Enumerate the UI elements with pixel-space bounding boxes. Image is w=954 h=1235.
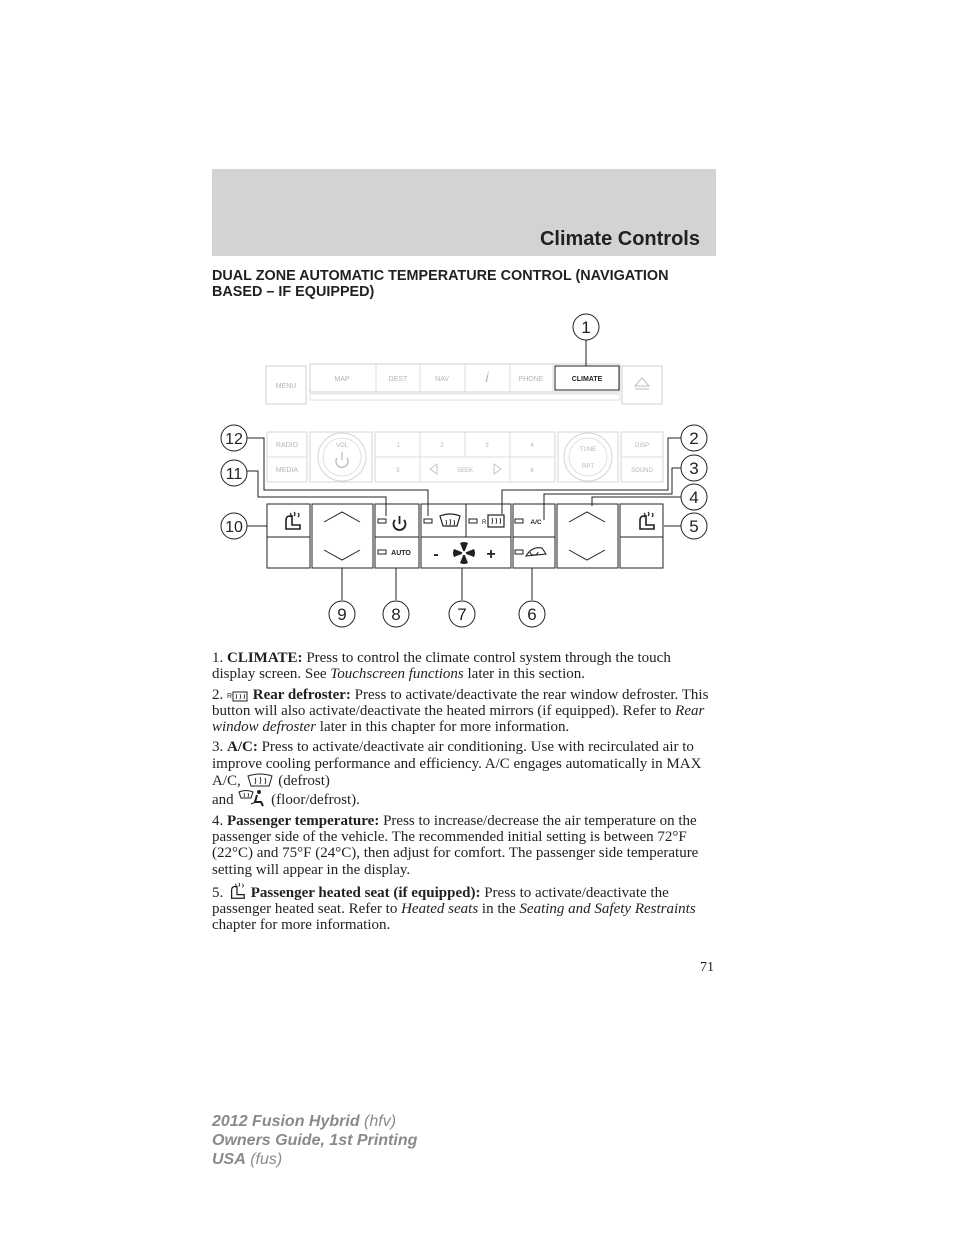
defrost-icon [245,772,275,788]
callout-9: 9 [337,605,347,624]
radio-button[interactable]: RADIO [275,442,299,449]
seek-button[interactable]: SEEK [456,468,474,474]
sound-button[interactable]: SOUND [631,468,653,474]
floor-defrost-icon [237,789,267,807]
callout-1: 1 [581,318,591,337]
list-item: 5. Passenger heated seat (if equipped): Press to activate/deactivate the passenger heated seat. Refer to Heated seats in the Seating and Safety Restraints chapter for more information. [212,882,712,934]
callout-10: 10 [225,519,243,536]
preset-6[interactable]: 6 [530,468,534,474]
climate-button[interactable]: CLIMATE [571,376,603,383]
heated-seat-icon [227,882,247,900]
disp-button[interactable]: DISP [634,443,650,449]
dest-button[interactable]: DEST [388,376,408,383]
menu-button[interactable]: MENU [275,383,297,390]
footer: 2012 Fusion Hybrid (hfv) Owners Guide, 1st Printing USA (fus) [212,1113,418,1168]
callout-11: 11 [225,466,243,483]
rear-defrost-r-label: R [482,520,487,526]
callout-7: 7 [457,605,467,624]
svg-text:R: R [227,692,233,700]
climate-panel [267,504,663,568]
audio-panel [267,432,663,482]
list-item: 1. CLIMATE: Press to control the climate control system through the touch display screen. See Touchscreen functions later in this section. [212,650,671,683]
list-item: 3. A/C: Press to activate/deactivate air conditioning. Use with recirculated air to improve cooling performance and efficiency. A/C engages automatically in MAX A/C, (defrost) and (floor/defrost). [212,739,702,809]
header-band [212,169,716,256]
vol-knob[interactable]: VOL [335,443,349,449]
map-button[interactable]: MAP [334,376,350,383]
list-item: 4. Passenger temperature: Press to increase/decrease the air temperature on the passenger side of the vehicle. The recommended initial setting is between 72°F (22°C) and 75°F (24°C), then adjust for comfort. The passenger side temperature setting will appear in the display. [212,812,699,878]
auto-button[interactable]: AUTO [391,550,411,557]
list-item: 2. R Rear defroster: Press to activate/deactivate the rear window defroster. This button will also activate/deactivate the heated mirrors (if equipped). Refer to Rear window defroster later in this chapter for more information. [212,686,709,736]
info-button[interactable]: i [485,369,489,385]
rear-defrost-icon [227,690,249,702]
nav-button[interactable]: NAV [435,376,449,383]
page-number: 71 [700,960,714,975]
tune-knob[interactable]: TUNE [579,447,597,453]
callout-4: 4 [689,488,699,507]
callout-5: 5 [689,517,699,536]
callout-3: 3 [689,459,699,478]
preset-5[interactable]: 5 [396,468,400,474]
page-title: Climate Controls [539,228,700,250]
climate-control-diagram [212,310,716,640]
callout-8: 8 [391,605,401,624]
callout-12: 12 [225,431,243,448]
phone-button[interactable]: PHONE [518,376,544,383]
preset-1[interactable]: 1 [396,443,400,449]
body-text [212,650,712,938]
media-button[interactable]: MEDIA [275,467,299,474]
callout-2: 2 [689,429,699,448]
fan-decrease-button[interactable]: - [433,546,439,563]
preset-4[interactable]: 4 [530,443,534,449]
section-heading: DUAL ZONE AUTOMATIC TEMPERATURE CONTROL (NAVIGATION BASED – IF EQUIPPED) [212,268,669,300]
top-touch-panel [266,364,662,404]
fan-increase-button[interactable]: + [486,546,496,563]
preset-3[interactable]: 3 [485,443,489,449]
ac-button[interactable]: A/C [530,519,542,526]
preset-2[interactable]: 2 [440,443,444,449]
callout-6: 6 [527,605,537,624]
rpt-button[interactable]: RPT [582,464,594,470]
